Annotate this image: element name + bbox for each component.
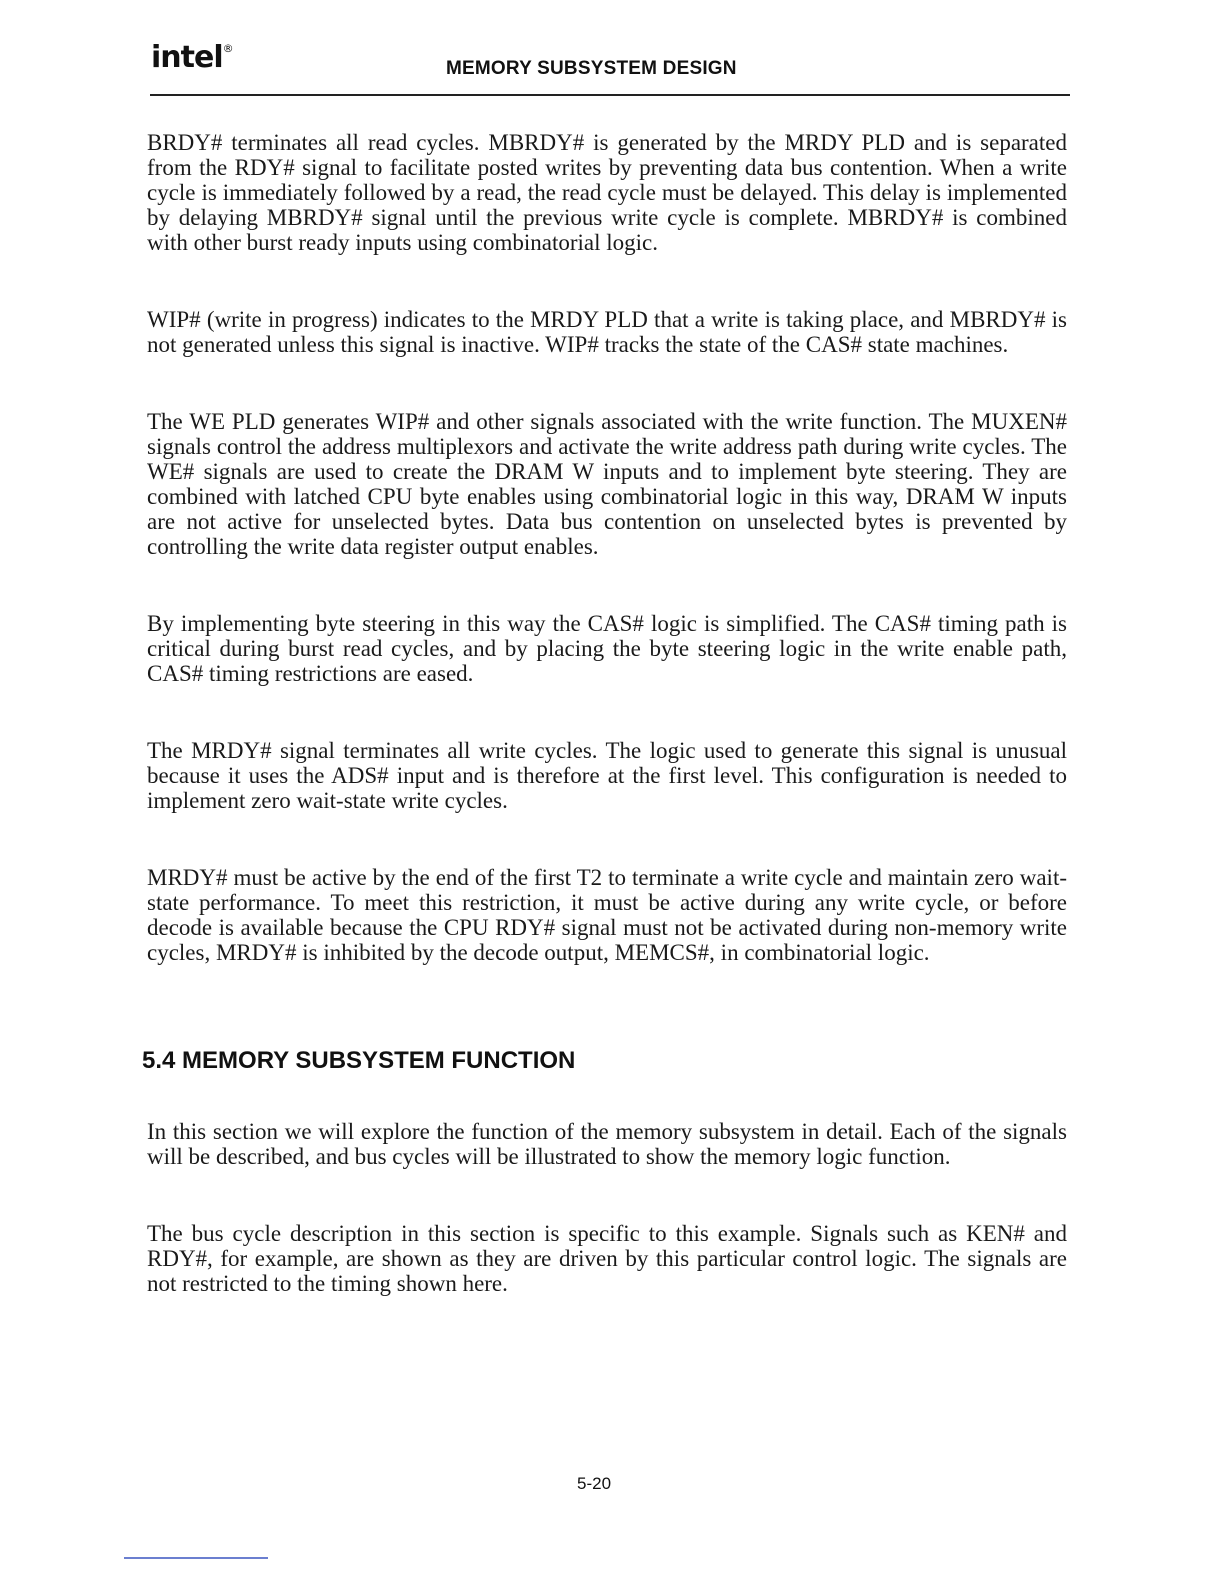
footer-line	[124, 1557, 268, 1559]
paragraph: WIP# (write in progress) indicates to the MRDY PLD that a write is taking place, and MBRDY# is not generated unless this signal is inactive. WIP# tracks the state of the CAS# state machines.	[147, 307, 1067, 357]
paragraph: BRDY# terminates all read cycles. MBRDY# is generated by the MRDY PLD and is separated from the RDY# signal to facilitate posted writes by preventing data bus contention. When a write cycle is immediately followed by a read, the read cycle must be delayed. This delay is implemented by delaying MBRDY# signal until the previous write cycle is complete. MBRDY# is combined with other burst ready inputs using combinatorial logic.	[147, 130, 1067, 255]
header-rule	[150, 94, 1070, 96]
running-header-title: MEMORY SUBSYSTEM DESIGN	[446, 58, 737, 79]
paragraph: In this section we will explore the function of the memory subsystem in detail. Each of the signals will be described, and bus cycles will be illustrated to show the memory logic function.	[147, 1119, 1067, 1169]
paragraph: The bus cycle description in this section is specific to this example. Signals such as KEN# and RDY#, for example, are shown as they are driven by this particular control logic. The signals are not restricted to the timing shown here.	[147, 1221, 1067, 1296]
paragraph: MRDY# must be active by the end of the first T2 to terminate a write cycle and maintain zero wait-state performance. To meet this restriction, it must be active during any write cycle, or before decode is available because the CPU RDY# signal must not be activated during non-memory write cycles, MRDY# is inhibited by the decode output, MEMCS#, in combinatorial logic.	[147, 865, 1067, 965]
registered-mark: ®	[222, 42, 233, 55]
logo-text: intel	[151, 40, 223, 75]
intel-logo	[151, 40, 233, 75]
paragraph: By implementing byte steering in this way the CAS# logic is simplified. The CAS# timing path is critical during burst read cycles, and by placing the byte steering logic in the write enable path, CAS# timing restrictions are eased.	[147, 611, 1067, 686]
paragraph: The MRDY# signal terminates all write cycles. The logic used to generate this signal is unusual because it uses the ADS# input and is therefore at the first level. This configuration is needed to implement zero wait-state write cycles.	[147, 738, 1067, 813]
section-heading: 5.4 MEMORY SUBSYSTEM FUNCTION	[142, 1047, 576, 1074]
paragraph: The WE PLD generates WIP# and other signals associated with the write function. The MUXEN# signals control the address multiplexors and activate the write address path during write cycles. The WE# signals are used to create the DRAM W inputs and to implement byte steering. They are combined with latched CPU byte enables using combinatorial logic in this way, DRAM W inputs are not active for unselected bytes. Data bus contention on unselected bytes is prevented by controlling the write data register output enables.	[147, 409, 1067, 559]
page-content	[142, 130, 1067, 1348]
page-number: 5-20	[577, 1474, 612, 1493]
